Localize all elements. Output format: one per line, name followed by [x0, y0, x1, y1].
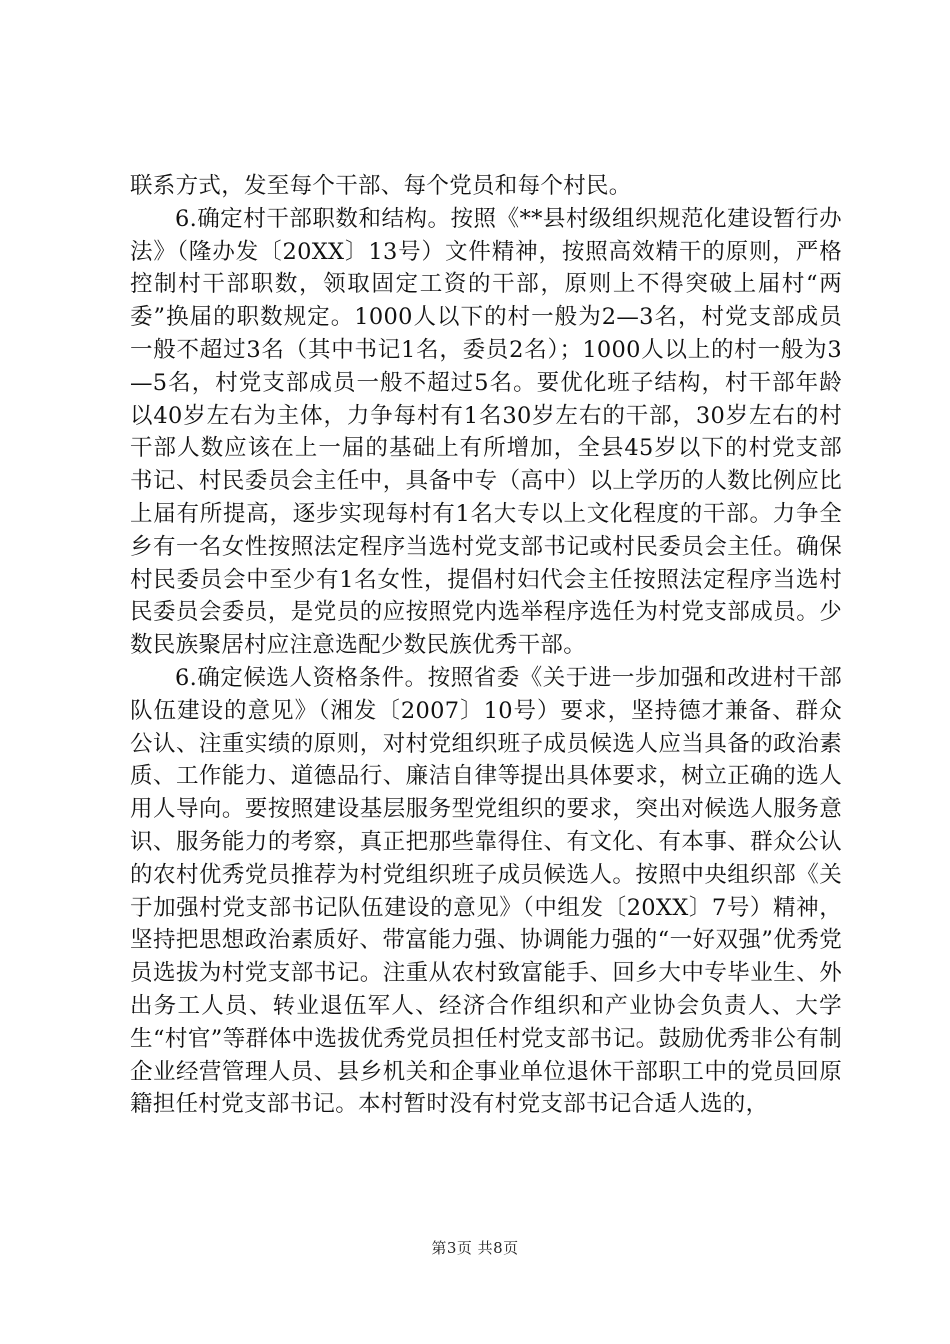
- page-footer: 第3页 共8页: [431, 1239, 519, 1257]
- document-body: [130, 170, 842, 1121]
- paragraph-cadre-positions: 6.确定村干部职数和结构。按照《**县村级组织规范化建设暂行办法》（隆办发〔20XX〕13号）文件精神，按照高效精干的原则，严格控制村干部职数，领取固定工资的干部，原则上不得突破上届村“两委”换届的职数规定。1000人以下的村一般为2—3名，村党支部成员一般不超过3名（其中书记1名，委员2名）；1000人以上的村一般为3—5名，村党支部成员一般不超过5名。要优化班子结构，村干部年龄以40岁左右为主体，力争每村有1名30岁左右的干部，30岁左右的村干部人数应该在上一届的基础上有所增加，全县45岁以下的村党支部书记、村民委员会主任中，具备中专（高中）以上学历的人数比例应比上届有所提高，逐步实现每村有1名大专以上文化程度的干部。力争全乡有一名女性按照法定程序当选村党支部书记或村民委员会主任。确保村民委员会中至少有1名女性，提倡村妇代会主任按照法定程序当选村民委员会委员，是党员的应按照党内选举程序选任为村党支部成员。少数民族聚居村应注意选配少数民族优秀干部。: [130, 205, 842, 659]
- paragraph-candidate-qualifications: 6.确定候选人资格条件。按照省委《关于进一步加强和改进村干部队伍建设的意见》（湘发〔2007〕10号）要求，坚持德才兼备、群众公认、注重实绩的原则，对村党组织班子成员候选人应当具备的政治素质、工作能力、道德品行、廉洁自律等提出具体要求，树立正确的选人用人导向。要按照建设基层服务型党组织的要求，突出对候选人服务意识、服务能力的考察，真正把那些靠得住、有文化、有本事、群众公认的农村优秀党员推荐为村党组织班子成员候选人。按照中央组织部《关于加强村党支部书记队伍建设的意见》（中组发〔20XX〕7号）精神，坚持把思想政治素质好、带富能力强、协调能力强的“一好双强”优秀党员选拔为村党支部书记。注重从农村致富能手、回乡大中专毕业生、外出务工人员、转业退伍军人、经济合作组织和产业协会负责人、大学生“村官”等群体中选拔优秀党员担任村党支部书记。鼓励优秀非公有制企业经营管理人员、县乡机关和企事业单位退休干部职工中的党员回原籍担任村党支部书记。本村暂时没有村党支部书记合适人选的，: [130, 664, 842, 1118]
- paragraph-continuation: 联系方式，发至每个干部、每个党员和每个村民。: [130, 173, 632, 199]
